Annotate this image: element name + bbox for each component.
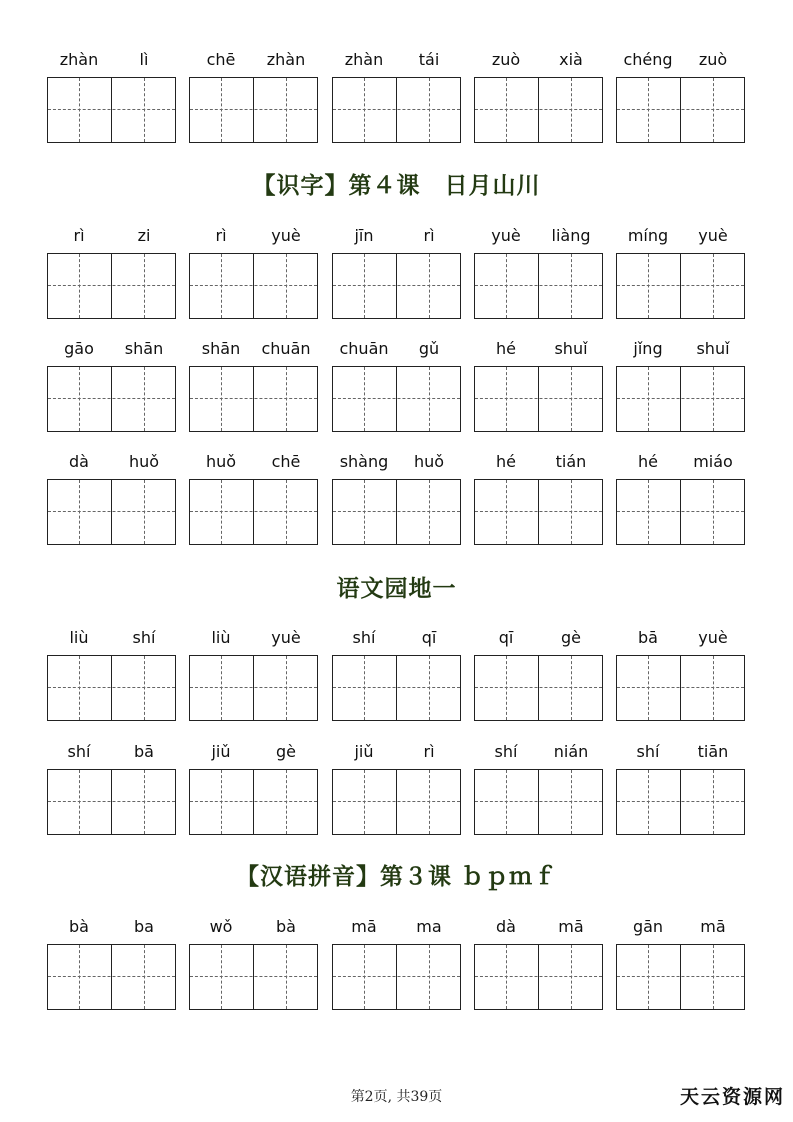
pinyin-label: yuè <box>271 628 301 647</box>
tianzige-box-pair[interactable] <box>189 655 318 721</box>
dashed-guide-vertical <box>713 78 714 142</box>
pinyin-label: jiǔ <box>354 742 374 761</box>
pinyin-label: tián <box>555 452 587 471</box>
dashed-guide-vertical <box>713 480 714 544</box>
pinyin-label: hé <box>638 452 658 471</box>
box-divider <box>680 770 681 834</box>
pinyin-label: gǔ <box>418 339 440 358</box>
dashed-guide-vertical <box>144 78 145 142</box>
dashed-guide-vertical <box>286 480 287 544</box>
tianzige-box-pair[interactable] <box>47 769 176 835</box>
box-divider <box>396 945 397 1009</box>
tianzige-box-pair[interactable] <box>332 479 461 545</box>
dashed-guide-vertical <box>221 78 222 142</box>
tianzige-box-pair[interactable] <box>332 655 461 721</box>
dashed-guide-vertical <box>429 78 430 142</box>
pinyin-label: shí <box>132 628 156 647</box>
pinyin-label: yuè <box>271 226 301 245</box>
dashed-guide-horizontal <box>333 801 460 802</box>
dashed-guide-vertical <box>79 656 80 720</box>
pinyin-label: jīn <box>354 226 374 245</box>
tianzige-box-pair[interactable] <box>47 366 176 432</box>
pinyin-label: jiǔ <box>211 742 231 761</box>
dashed-guide-horizontal <box>48 511 175 512</box>
box-divider <box>538 945 539 1009</box>
dashed-guide-vertical <box>429 367 430 431</box>
box-divider <box>111 78 112 142</box>
pinyin-label: zhàn <box>59 50 99 69</box>
dashed-guide-vertical <box>221 770 222 834</box>
dashed-guide-vertical <box>364 480 365 544</box>
pinyin-row <box>0 450 793 474</box>
pinyin-label: liù <box>69 628 89 647</box>
pinyin-label: ma <box>416 917 442 936</box>
page-footer: 第2页, 共39页 <box>350 1089 443 1105</box>
dashed-guide-horizontal <box>475 398 602 399</box>
pinyin-label: yuè <box>698 628 728 647</box>
box-divider <box>396 78 397 142</box>
tianzige-box-pair[interactable] <box>474 77 603 143</box>
pinyin-label: qī <box>421 628 437 647</box>
pinyin-label: chē <box>271 452 301 471</box>
dashed-guide-vertical <box>648 945 649 1009</box>
box-divider <box>538 367 539 431</box>
dashed-guide-vertical <box>364 656 365 720</box>
writing-grid-row <box>0 77 793 143</box>
tianzige-box-pair[interactable] <box>332 944 461 1010</box>
box-divider <box>396 480 397 544</box>
box-divider <box>111 367 112 431</box>
tianzige-box-pair[interactable] <box>474 944 603 1010</box>
pinyin-label: huǒ <box>205 452 237 471</box>
dashed-guide-horizontal <box>48 801 175 802</box>
dashed-guide-horizontal <box>617 687 744 688</box>
writing-grid-row <box>0 655 793 721</box>
pinyin-row <box>0 224 793 248</box>
tianzige-box-pair[interactable] <box>332 769 461 835</box>
dashed-guide-horizontal <box>333 285 460 286</box>
pinyin-label: chéng <box>623 50 673 69</box>
dashed-guide-vertical <box>364 367 365 431</box>
pinyin-label: mā <box>558 917 584 936</box>
pinyin-row <box>0 48 793 72</box>
dashed-guide-horizontal <box>617 976 744 977</box>
box-divider <box>111 254 112 318</box>
box-divider <box>253 480 254 544</box>
tianzige-box-pair[interactable] <box>616 479 745 545</box>
dashed-guide-horizontal <box>333 976 460 977</box>
dashed-guide-vertical <box>506 945 507 1009</box>
dashed-guide-vertical <box>713 254 714 318</box>
dashed-guide-vertical <box>571 78 572 142</box>
dashed-guide-vertical <box>571 770 572 834</box>
tianzige-box-pair[interactable] <box>189 366 318 432</box>
box-divider <box>396 770 397 834</box>
tianzige-box-pair[interactable] <box>189 944 318 1010</box>
dashed-guide-vertical <box>221 656 222 720</box>
box-divider <box>253 656 254 720</box>
dashed-guide-horizontal <box>190 285 317 286</box>
dashed-guide-horizontal <box>190 109 317 110</box>
pinyin-label: nián <box>553 742 589 761</box>
pinyin-label: tiān <box>697 742 729 761</box>
tianzige-box-pair[interactable] <box>47 944 176 1010</box>
tianzige-box-pair[interactable] <box>616 253 745 319</box>
box-divider <box>253 254 254 318</box>
dashed-guide-horizontal <box>475 687 602 688</box>
pinyin-label: zhàn <box>344 50 384 69</box>
dashed-guide-horizontal <box>475 109 602 110</box>
dashed-guide-vertical <box>144 480 145 544</box>
dashed-guide-vertical <box>286 367 287 431</box>
dashed-guide-horizontal <box>475 801 602 802</box>
site-watermark: 天云资源网 <box>679 1086 785 1108</box>
box-divider <box>111 770 112 834</box>
tianzige-box-pair[interactable] <box>616 366 745 432</box>
dashed-guide-vertical <box>364 78 365 142</box>
tianzige-box-pair[interactable] <box>332 77 461 143</box>
tianzige-box-pair[interactable] <box>474 769 603 835</box>
dashed-guide-vertical <box>648 656 649 720</box>
dashed-guide-vertical <box>144 770 145 834</box>
pinyin-label: shān <box>201 339 241 358</box>
dashed-guide-vertical <box>144 367 145 431</box>
dashed-guide-vertical <box>286 656 287 720</box>
pinyin-label: gān <box>632 917 664 936</box>
box-divider <box>680 367 681 431</box>
dashed-guide-vertical <box>79 367 80 431</box>
box-divider <box>396 254 397 318</box>
box-divider <box>396 656 397 720</box>
tianzige-box-pair[interactable] <box>474 366 603 432</box>
dashed-guide-horizontal <box>48 285 175 286</box>
box-divider <box>538 480 539 544</box>
pinyin-label: chuān <box>339 339 389 358</box>
dashed-guide-vertical <box>79 770 80 834</box>
dashed-guide-vertical <box>429 945 430 1009</box>
dashed-guide-vertical <box>286 254 287 318</box>
pinyin-label: huǒ <box>413 452 445 471</box>
dashed-guide-horizontal <box>190 511 317 512</box>
pinyin-label: lì <box>139 50 149 69</box>
pinyin-label: liàng <box>551 226 591 245</box>
dashed-guide-vertical <box>713 945 714 1009</box>
pinyin-label: qī <box>498 628 514 647</box>
dashed-guide-horizontal <box>333 687 460 688</box>
writing-grid-row <box>0 944 793 1010</box>
dashed-guide-horizontal <box>333 398 460 399</box>
pinyin-row <box>0 915 793 939</box>
pinyin-label: shàng <box>339 452 389 471</box>
box-divider <box>680 656 681 720</box>
box-divider <box>538 254 539 318</box>
tianzige-box-pair[interactable] <box>47 655 176 721</box>
pinyin-label: yuè <box>698 226 728 245</box>
dashed-guide-vertical <box>144 945 145 1009</box>
box-divider <box>253 770 254 834</box>
dashed-guide-vertical <box>506 480 507 544</box>
pinyin-label: shí <box>494 742 518 761</box>
pinyin-label: hé <box>496 452 516 471</box>
dashed-guide-vertical <box>79 254 80 318</box>
box-divider <box>680 78 681 142</box>
dashed-guide-vertical <box>364 945 365 1009</box>
tianzige-box-pair[interactable] <box>474 479 603 545</box>
dashed-guide-vertical <box>221 480 222 544</box>
tianzige-box-pair[interactable] <box>616 655 745 721</box>
box-divider <box>111 945 112 1009</box>
tianzige-box-pair[interactable] <box>474 253 603 319</box>
box-divider <box>253 78 254 142</box>
box-divider <box>111 480 112 544</box>
section-heading: 语文园地一 <box>336 575 457 602</box>
dashed-guide-horizontal <box>48 398 175 399</box>
tianzige-box-pair[interactable] <box>189 769 318 835</box>
dashed-guide-horizontal <box>475 511 602 512</box>
pinyin-label: bā <box>134 742 154 761</box>
dashed-guide-vertical <box>79 480 80 544</box>
dashed-guide-vertical <box>713 367 714 431</box>
dashed-guide-horizontal <box>190 976 317 977</box>
dashed-guide-vertical <box>429 656 430 720</box>
pinyin-label: zuò <box>698 50 728 69</box>
dashed-guide-vertical <box>506 770 507 834</box>
pinyin-label: shuǐ <box>696 339 730 358</box>
box-divider <box>253 367 254 431</box>
dashed-guide-horizontal <box>475 285 602 286</box>
dashed-guide-vertical <box>429 480 430 544</box>
tianzige-box-pair[interactable] <box>474 655 603 721</box>
dashed-guide-vertical <box>648 254 649 318</box>
pinyin-label: chē <box>206 50 236 69</box>
pinyin-row <box>0 626 793 650</box>
dashed-guide-vertical <box>571 945 572 1009</box>
writing-grid-row <box>0 366 793 432</box>
dashed-guide-vertical <box>364 254 365 318</box>
pinyin-label: gè <box>276 742 296 761</box>
dashed-guide-vertical <box>648 367 649 431</box>
dashed-guide-horizontal <box>190 687 317 688</box>
pinyin-label: yuè <box>491 226 521 245</box>
pinyin-label: rì <box>215 226 227 245</box>
section-heading: 【识字】第４课 日月山川 <box>252 172 541 199</box>
pinyin-label: shí <box>67 742 91 761</box>
dashed-guide-vertical <box>571 254 572 318</box>
dashed-guide-vertical <box>221 945 222 1009</box>
dashed-guide-horizontal <box>190 801 317 802</box>
pinyin-row <box>0 337 793 361</box>
dashed-guide-vertical <box>79 945 80 1009</box>
pinyin-label: bà <box>69 917 89 936</box>
pinyin-label: huǒ <box>128 452 160 471</box>
pinyin-row <box>0 740 793 764</box>
pinyin-label: rì <box>423 742 435 761</box>
pinyin-label: xià <box>559 50 583 69</box>
pinyin-label: shān <box>124 339 164 358</box>
pinyin-label: chuān <box>261 339 311 358</box>
dashed-guide-vertical <box>648 480 649 544</box>
pinyin-label: shí <box>352 628 376 647</box>
box-divider <box>538 78 539 142</box>
dashed-guide-horizontal <box>617 109 744 110</box>
dashed-guide-vertical <box>506 367 507 431</box>
pinyin-label: hé <box>496 339 516 358</box>
dashed-guide-vertical <box>286 770 287 834</box>
dashed-guide-vertical <box>713 770 714 834</box>
box-divider <box>538 770 539 834</box>
dashed-guide-horizontal <box>617 511 744 512</box>
dashed-guide-vertical <box>571 480 572 544</box>
pinyin-label: mā <box>351 917 377 936</box>
dashed-guide-vertical <box>506 254 507 318</box>
pinyin-label: ba <box>134 917 154 936</box>
tianzige-box-pair[interactable] <box>616 944 745 1010</box>
pinyin-label: mā <box>700 917 726 936</box>
tianzige-box-pair[interactable] <box>616 77 745 143</box>
tianzige-box-pair[interactable] <box>47 77 176 143</box>
dashed-guide-vertical <box>506 78 507 142</box>
dashed-guide-horizontal <box>48 976 175 977</box>
dashed-guide-vertical <box>713 656 714 720</box>
dashed-guide-vertical <box>286 945 287 1009</box>
tianzige-box-pair[interactable] <box>189 253 318 319</box>
pinyin-label: míng <box>627 226 669 245</box>
pinyin-label: wǒ <box>209 917 233 936</box>
box-divider <box>111 656 112 720</box>
tianzige-box-pair[interactable] <box>189 77 318 143</box>
dashed-guide-horizontal <box>617 398 744 399</box>
tianzige-box-pair[interactable] <box>616 769 745 835</box>
dashed-guide-vertical <box>364 770 365 834</box>
dashed-guide-horizontal <box>475 976 602 977</box>
pinyin-label: dà <box>496 917 516 936</box>
dashed-guide-horizontal <box>48 109 175 110</box>
pinyin-label: zuò <box>491 50 521 69</box>
dashed-guide-vertical <box>648 78 649 142</box>
writing-grid-row <box>0 479 793 545</box>
pinyin-label: gāo <box>64 339 94 358</box>
pinyin-label: gè <box>561 628 581 647</box>
dashed-guide-vertical <box>429 254 430 318</box>
dashed-guide-vertical <box>144 656 145 720</box>
dashed-guide-vertical <box>648 770 649 834</box>
dashed-guide-vertical <box>571 656 572 720</box>
dashed-guide-horizontal <box>190 398 317 399</box>
dashed-guide-vertical <box>506 656 507 720</box>
dashed-guide-horizontal <box>48 687 175 688</box>
box-divider <box>396 367 397 431</box>
pinyin-label: zhàn <box>266 50 306 69</box>
pinyin-label: shí <box>636 742 660 761</box>
dashed-guide-horizontal <box>333 109 460 110</box>
writing-grid-row <box>0 253 793 319</box>
pinyin-label: tái <box>418 50 440 69</box>
tianzige-box-pair[interactable] <box>332 366 461 432</box>
box-divider <box>538 656 539 720</box>
dashed-guide-vertical <box>221 367 222 431</box>
dashed-guide-horizontal <box>617 801 744 802</box>
pinyin-label: bà <box>276 917 296 936</box>
tianzige-box-pair[interactable] <box>332 253 461 319</box>
pinyin-label: rì <box>423 226 435 245</box>
dashed-guide-horizontal <box>333 511 460 512</box>
box-divider <box>680 254 681 318</box>
dashed-guide-vertical <box>429 770 430 834</box>
writing-grid-row <box>0 769 793 835</box>
tianzige-box-pair[interactable] <box>47 479 176 545</box>
pinyin-label: liù <box>211 628 231 647</box>
tianzige-box-pair[interactable] <box>47 253 176 319</box>
pinyin-label: shuǐ <box>554 339 588 358</box>
box-divider <box>680 480 681 544</box>
pinyin-label: dà <box>69 452 89 471</box>
pinyin-label: rì <box>73 226 85 245</box>
dashed-guide-vertical <box>79 78 80 142</box>
pinyin-label: bā <box>638 628 658 647</box>
dashed-guide-vertical <box>144 254 145 318</box>
box-divider <box>253 945 254 1009</box>
dashed-guide-vertical <box>571 367 572 431</box>
pinyin-label: miáo <box>693 452 733 471</box>
dashed-guide-vertical <box>221 254 222 318</box>
pinyin-label: jǐng <box>633 339 663 358</box>
dashed-guide-vertical <box>286 78 287 142</box>
dashed-guide-horizontal <box>617 285 744 286</box>
tianzige-box-pair[interactable] <box>189 479 318 545</box>
section-heading: 【汉语拼音】第３课 ｂｐｍｆ <box>235 863 557 890</box>
pinyin-label: zi <box>137 226 151 245</box>
box-divider <box>680 945 681 1009</box>
